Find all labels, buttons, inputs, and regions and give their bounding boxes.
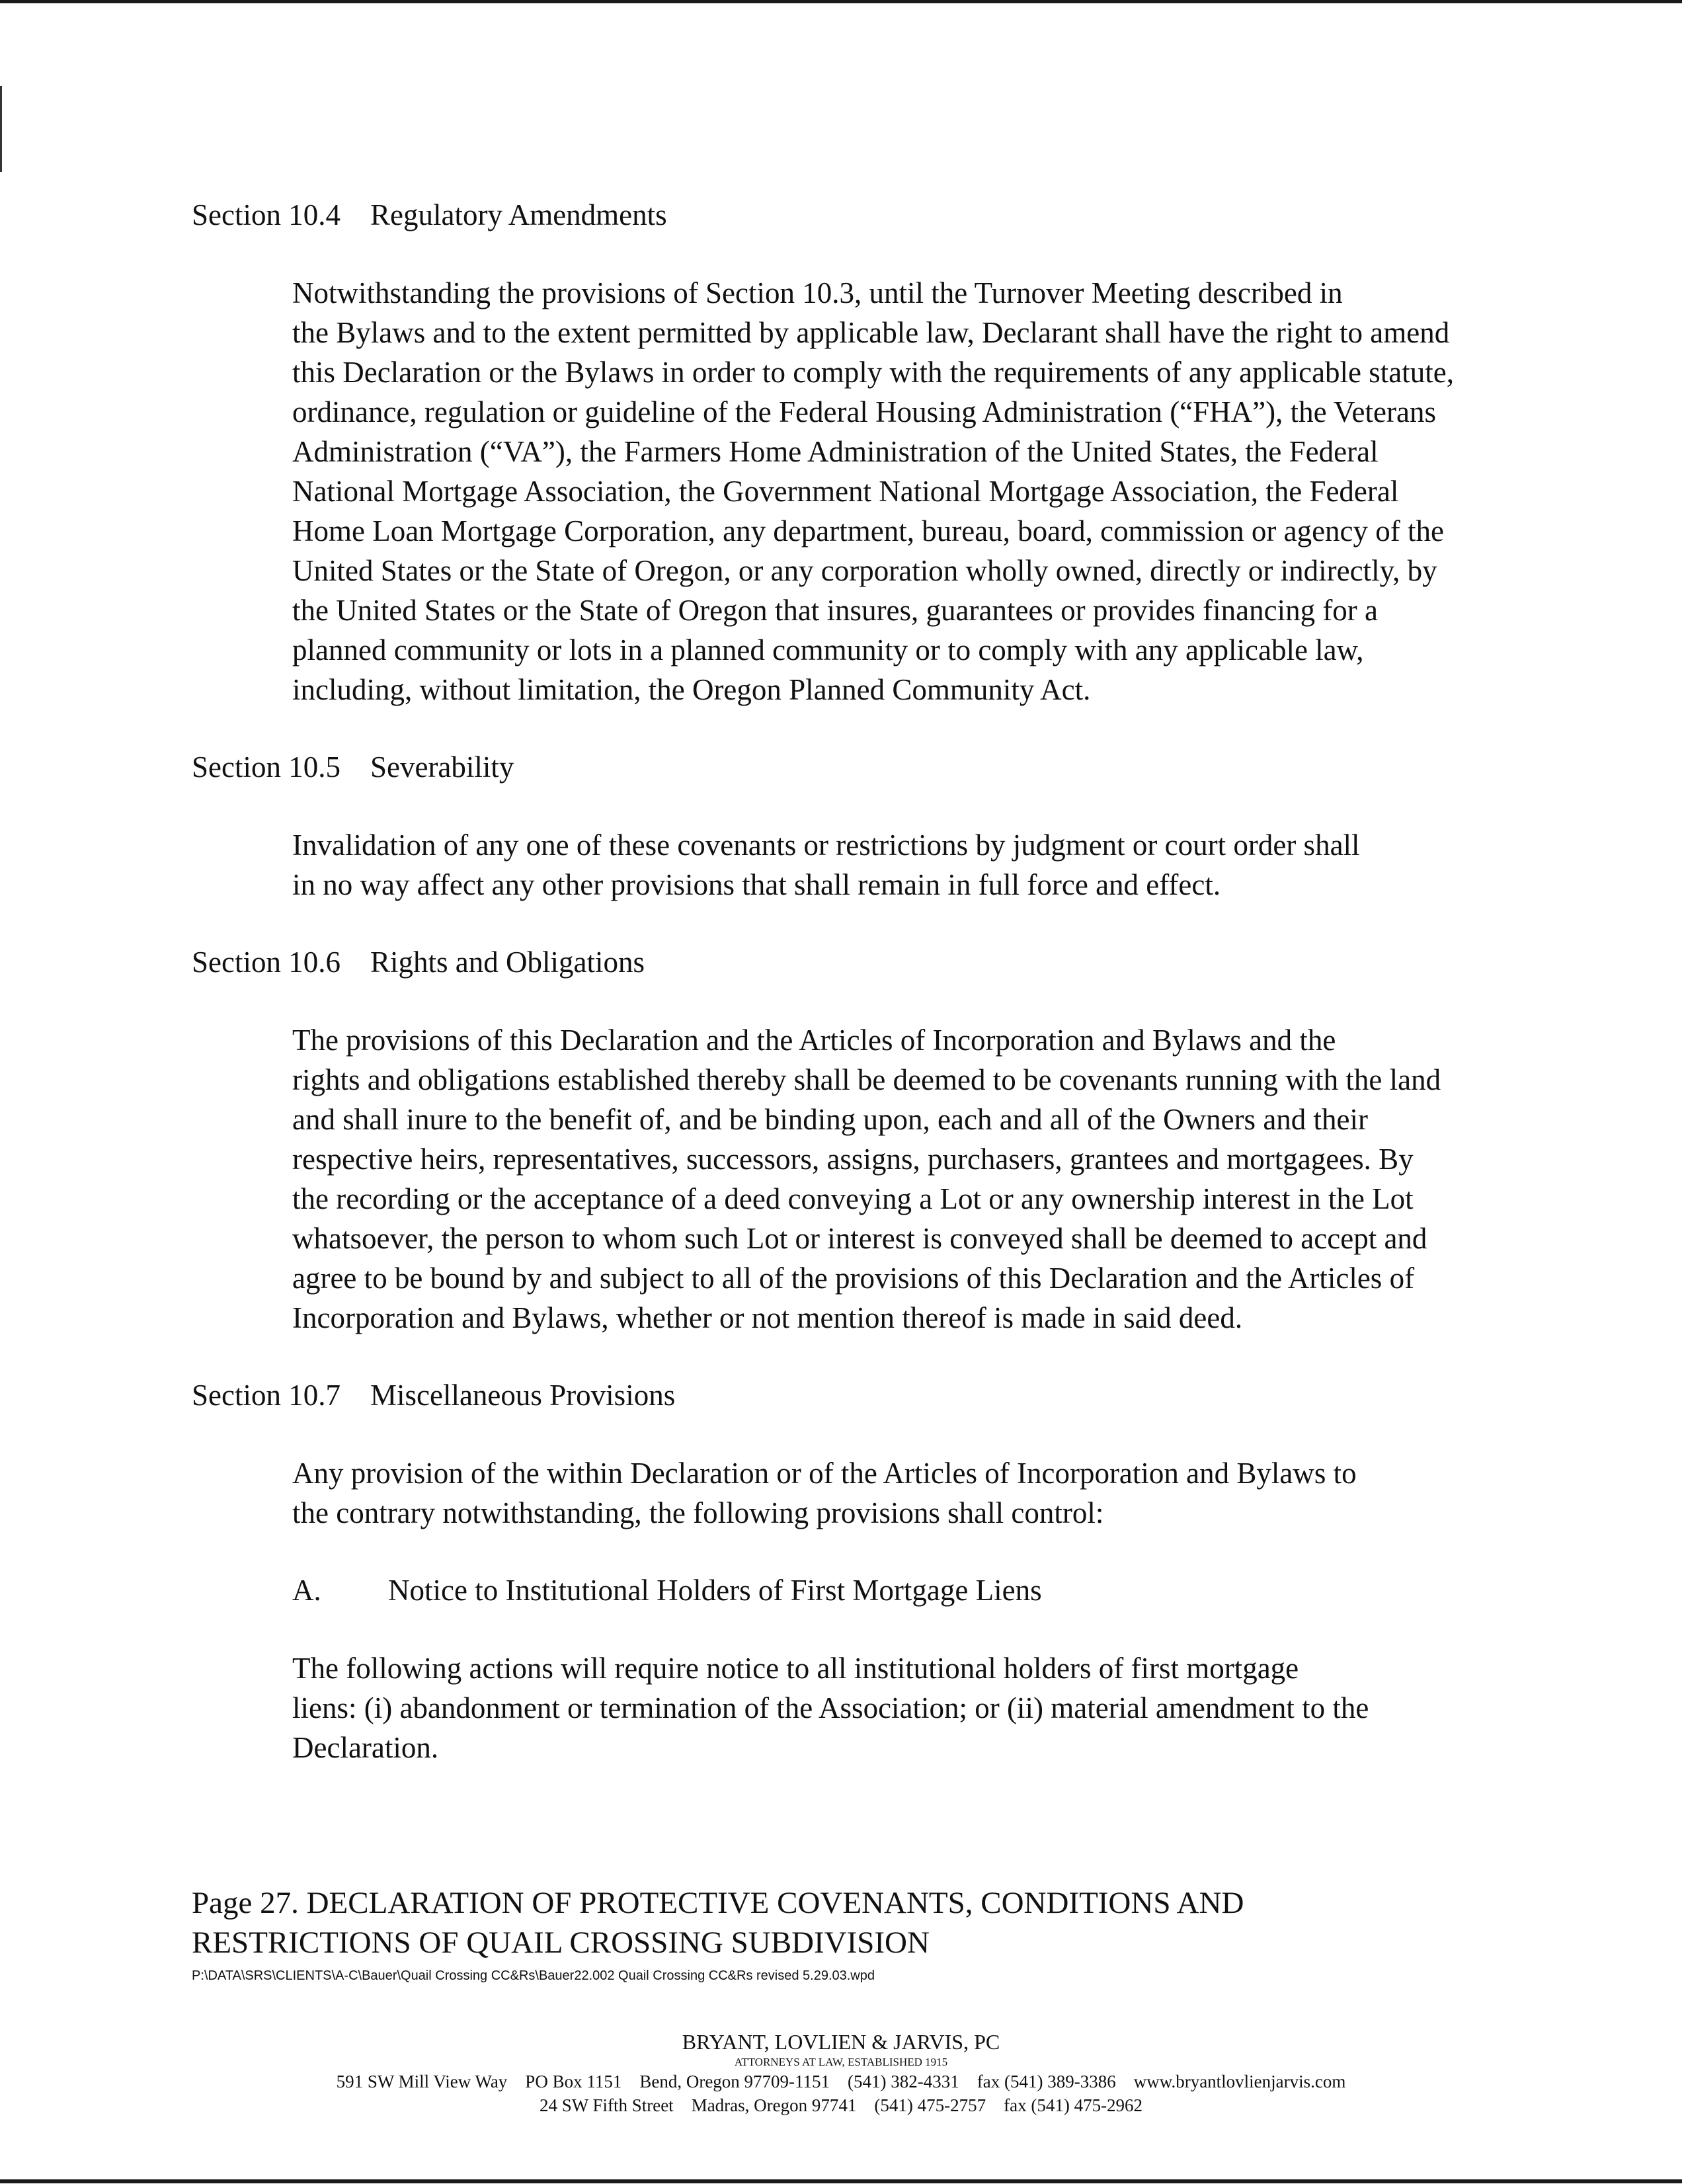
text-line: Home Loan Mortgage Corporation, any department, bureau, board, commission or agency of the — [292, 514, 1444, 547]
scan-border-bottom — [0, 2179, 1682, 2183]
text-line: Notwithstanding the provisions of Section 10.3, until the Turnover Meeting described in — [292, 276, 1343, 309]
text-line: the Bylaws and to the extent permitted by applicable law, Declarant shall have the right to amend — [292, 316, 1450, 349]
text-line: ordinance, regulation or guideline of the Federal Housing Administration (“FHA”), the Veterans — [292, 395, 1436, 428]
text-line: and shall inure to the benefit of, and be binding upon, each and all of the Owners and their — [292, 1103, 1369, 1136]
scan-mark-left — [0, 86, 2, 172]
text-line: Declaration. — [292, 1731, 439, 1764]
section-heading-10-6: Section 10.6 Rights and Obligations — [192, 946, 645, 979]
text-line: planned community or lots in a planned community or to comply with any applicable law, — [292, 633, 1364, 667]
text-line: Invalidation of any one of these covenants or restrictions by judgment or court order shall — [292, 829, 1360, 862]
text-line: in no way affect any other provisions that shall remain in full force and effect. — [292, 868, 1221, 901]
paragraph-severability — [192, 825, 1501, 905]
document-body — [192, 196, 1501, 1806]
text-line: this Declaration or the Bylaws in order to comply with the requirements of any applicable statute, — [292, 356, 1454, 389]
text-line: Incorporation and Bylaws, whether or not mention thereof is made in said deed. — [292, 1301, 1243, 1334]
text-line: The provisions of this Declaration and the Articles of Incorporation and Bylaws and the — [292, 1024, 1336, 1057]
page-footer — [192, 1883, 1514, 1985]
text-line: United States or the State of Oregon, or any corporation wholly owned, directly or indirectly, by — [292, 554, 1437, 587]
paragraph-notice-holders — [192, 1648, 1501, 1767]
footer-title-line: Page 27. DECLARATION OF PROTECTIVE COVENANTS, CONDITIONS AND — [192, 1886, 1244, 1920]
paragraph-miscellaneous — [192, 1453, 1501, 1533]
text-line: the contrary notwithstanding, the following provisions shall control: — [292, 1496, 1104, 1529]
firm-tagline: ATTORNEYS AT LAW, ESTABLISHED 1915 — [734, 2056, 948, 2068]
text-line: rights and obligations established thereby shall be deemed to be covenants running with the land — [292, 1063, 1441, 1096]
text-line: the recording or the acceptance of a deed conveying a Lot or any ownership interest in the Lot — [292, 1182, 1414, 1215]
text-line: Administration (“VA”), the Farmers Home Administration of the United States, the Federal — [292, 435, 1379, 468]
scan-border-top — [0, 0, 1682, 3]
text-line: agree to be bound by and subject to all of the provisions of this Declaration and the Articles of — [292, 1262, 1415, 1295]
paragraph-regulatory-amendments — [192, 273, 1501, 709]
section-heading-10-5: Section 10.5 Severability — [192, 750, 514, 784]
text-line: National Mortgage Association, the Government National Mortgage Association, the Federal — [292, 475, 1399, 508]
firm-address-madras: 24 SW Fifth Street Madras, Oregon 97741 (541) 475-2757 fax (541) 475-2962 — [539, 2095, 1143, 2115]
section-heading-10-7: Section 10.7 Miscellaneous Provisions — [192, 1379, 676, 1412]
firm-letterhead — [198, 2029, 1484, 2117]
paragraph-rights-obligations — [192, 1020, 1501, 1338]
footer-title — [192, 1883, 1514, 1962]
text-line: The following actions will require notice to all institutional holders of first mortgage — [292, 1652, 1299, 1685]
firm-address-bend: 591 SW Mill View Way PO Box 1151 Bend, Oregon 97709-1151 (541) 382-4331 fax (541) 389-3386 www.bryantlovlienjarvis.com — [336, 2072, 1346, 2091]
text-line: liens: (i) abandonment or termination of the Association; or (ii) material amendment to the — [292, 1691, 1369, 1724]
text-line: whatsoever, the person to whom such Lot or interest is conveyed shall be deemed to accept and — [292, 1222, 1427, 1255]
firm-name: BRYANT, LOVLIEN & JARVIS, PC — [682, 2030, 1000, 2054]
file-path: P:\DATA\SRS\CLIENTS\A-C\Bauer\Quail Crossing CC&Rs\Bauer22.002 Quail Crossing CC&Rs revised 5.29.03.wpd — [192, 1968, 875, 1983]
text-line: including, without limitation, the Oregon Planned Community Act. — [292, 673, 1091, 706]
section-heading-10-4: Section 10.4 Regulatory Amendments — [192, 198, 667, 231]
text-line: the United States or the State of Oregon that insures, guarantees or provides financing for a — [292, 594, 1379, 627]
subsection-heading-a: A. Notice to Institutional Holders of First Mortgage Liens — [292, 1574, 1042, 1607]
footer-title-line: RESTRICTIONS OF QUAIL CROSSING SUBDIVISION — [192, 1925, 930, 1960]
text-line: respective heirs, representatives, successors, assigns, purchasers, grantees and mortgagees. By — [292, 1143, 1414, 1176]
text-line: Any provision of the within Declaration or of the Articles of Incorporation and Bylaws to — [292, 1457, 1357, 1490]
